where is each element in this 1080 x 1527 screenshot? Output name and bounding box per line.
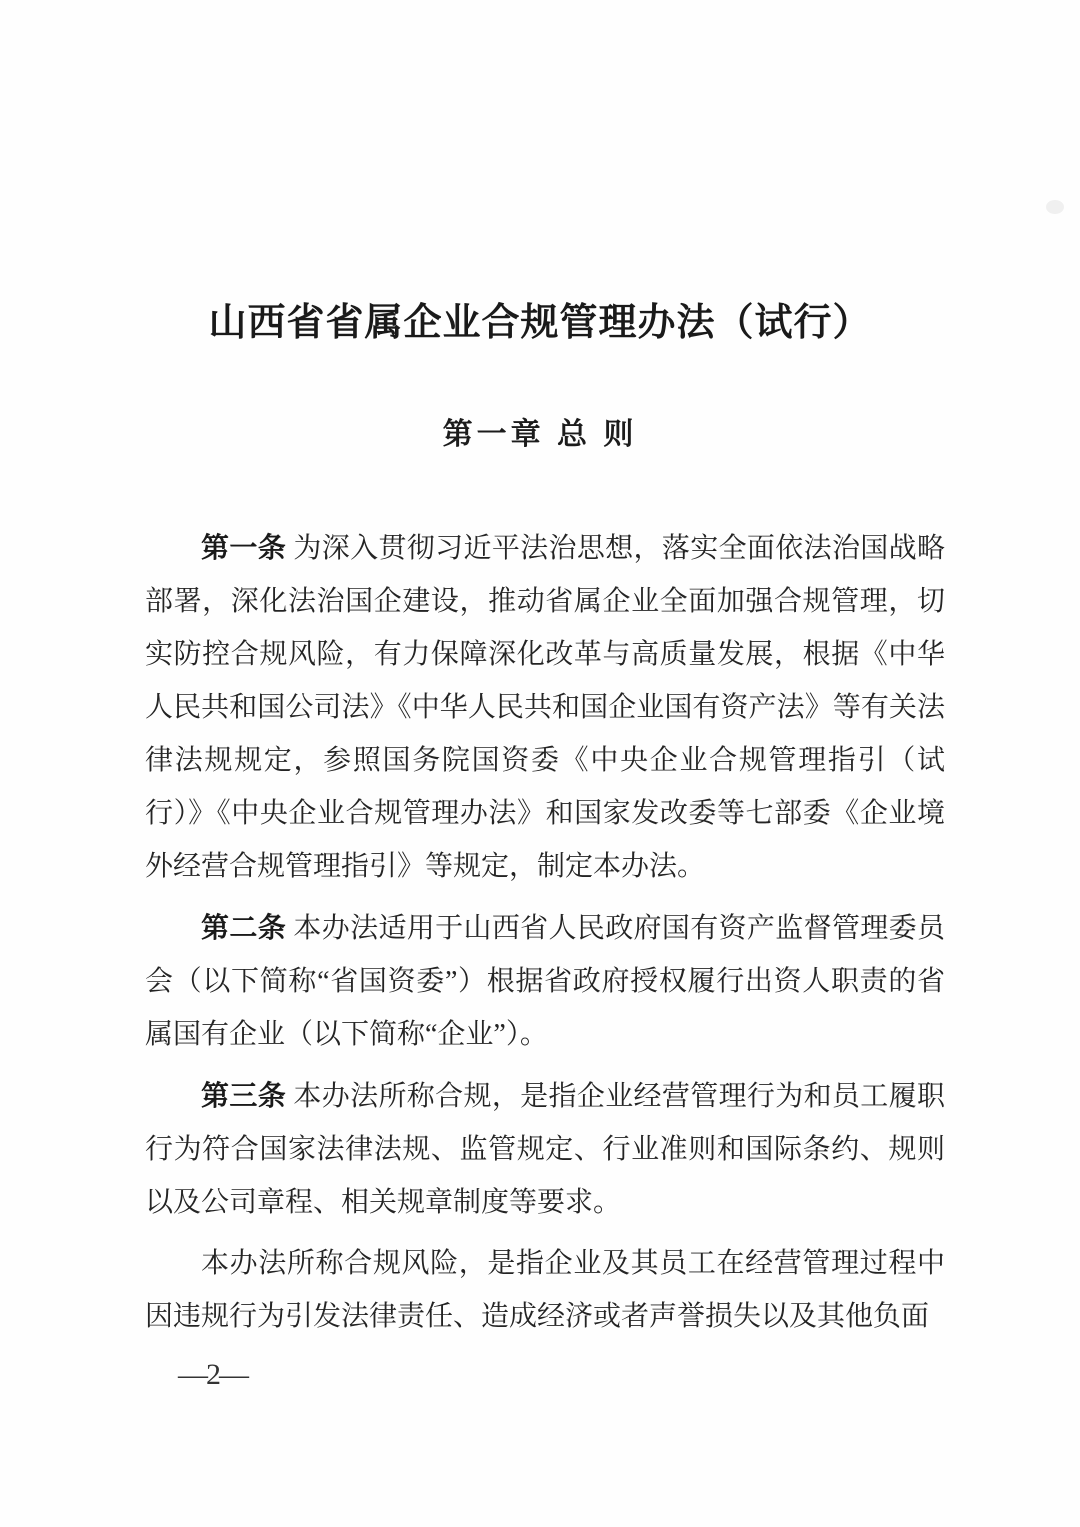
paragraph [145, 1237, 945, 1343]
page-number: —2— [178, 1358, 247, 1391]
paragraph [145, 1069, 945, 1229]
article-label: 第二条 [201, 912, 287, 943]
article-label: 第一条 [201, 532, 287, 563]
paragraph [145, 901, 945, 1061]
paragraph-text: 本办法所称合规，是指企业经营管理行为和员工履职行为符合国家法律法规、监管规定、行业准则和国际条约、规则以及公司章程、相关规章制度等要求。 [145, 1081, 945, 1218]
paragraph-text: 为深入贯彻习近平法治思想，落实全面依法治国战略部署，深化法治国企建设，推动省属企业全面加强合规管理，切实防控合规风险，有力保障深化改革与高质量发展，根据《中华人民共和国公司法》《中华人民共和国企业国有资产法》等有关法律法规规定，参照国务院国资委《中央企业合规管理指引（试行）》《中央企业合规管理办法》和国家发改委等七部委《企业境外经营合规管理指引》等规定，制定本办法。 [145, 533, 945, 882]
paragraph-text: 本办法所称合规风险，是指企业及其员工在经营管理过程中因违规行为引发法律责任、造成经济或者声誉损失以及其他负面 [145, 1248, 945, 1332]
document-title: 山西省省属企业合规管理办法（试行） [208, 302, 872, 344]
paragraph [145, 521, 945, 893]
scan-artifact [1046, 200, 1064, 214]
paragraph-text: 本办法适用于山西省人民政府国有资产监督管理委员会（以下简称“省国资委”）根据省政府授权履行出资人职责的省属国有企业（以下简称“企业”）。 [145, 913, 945, 1050]
document-body [145, 521, 945, 1343]
chapter-heading: 第一章 总 则 [442, 418, 638, 451]
article-label: 第三条 [201, 1080, 287, 1111]
